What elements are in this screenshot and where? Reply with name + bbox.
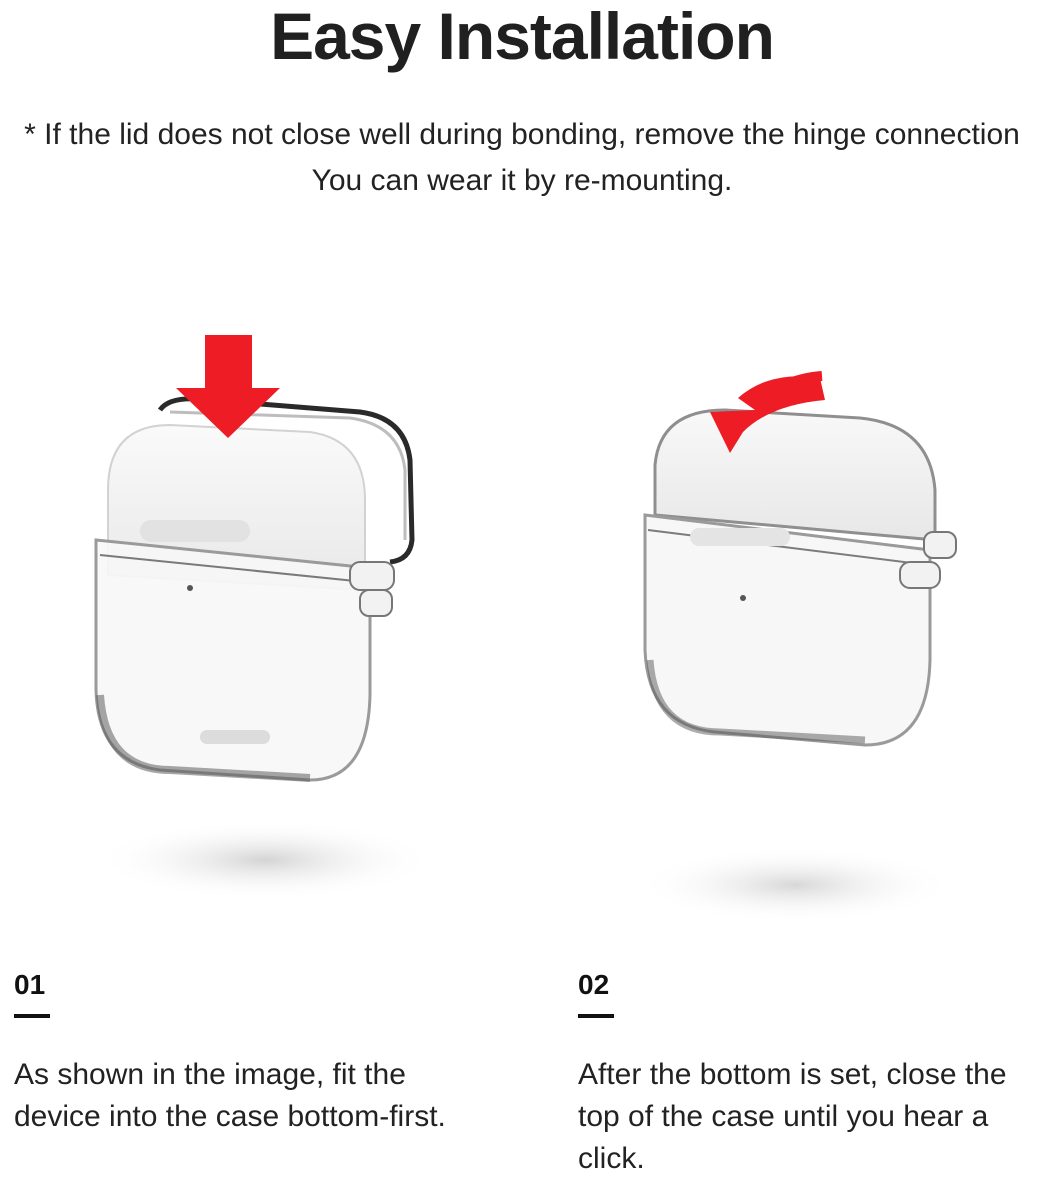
installation-note	[0, 112, 1044, 204]
note-line-2: You can wear it by re-mounting.	[311, 164, 733, 197]
step-1-divider	[14, 1014, 50, 1018]
step-2-divider	[578, 1014, 614, 1018]
page-title: Easy Installation	[270, 0, 774, 73]
down-arrow-icon	[176, 335, 280, 438]
step-1-illustration	[60, 300, 480, 940]
step-2-illustration	[610, 300, 990, 940]
step-1	[14, 968, 484, 1138]
step-2-text: After the bottom is set, close the top of the case until you hear a click.	[578, 1058, 1007, 1175]
step-2	[578, 968, 1038, 1180]
step-1-number: 01	[14, 969, 46, 1000]
note-line-1: * If the lid does not close well during bonding, remove the hinge connection	[24, 118, 1020, 151]
step-1-text: As shown in the image, fit the device into the case bottom-first.	[14, 1058, 446, 1133]
step-2-number: 02	[578, 969, 610, 1000]
